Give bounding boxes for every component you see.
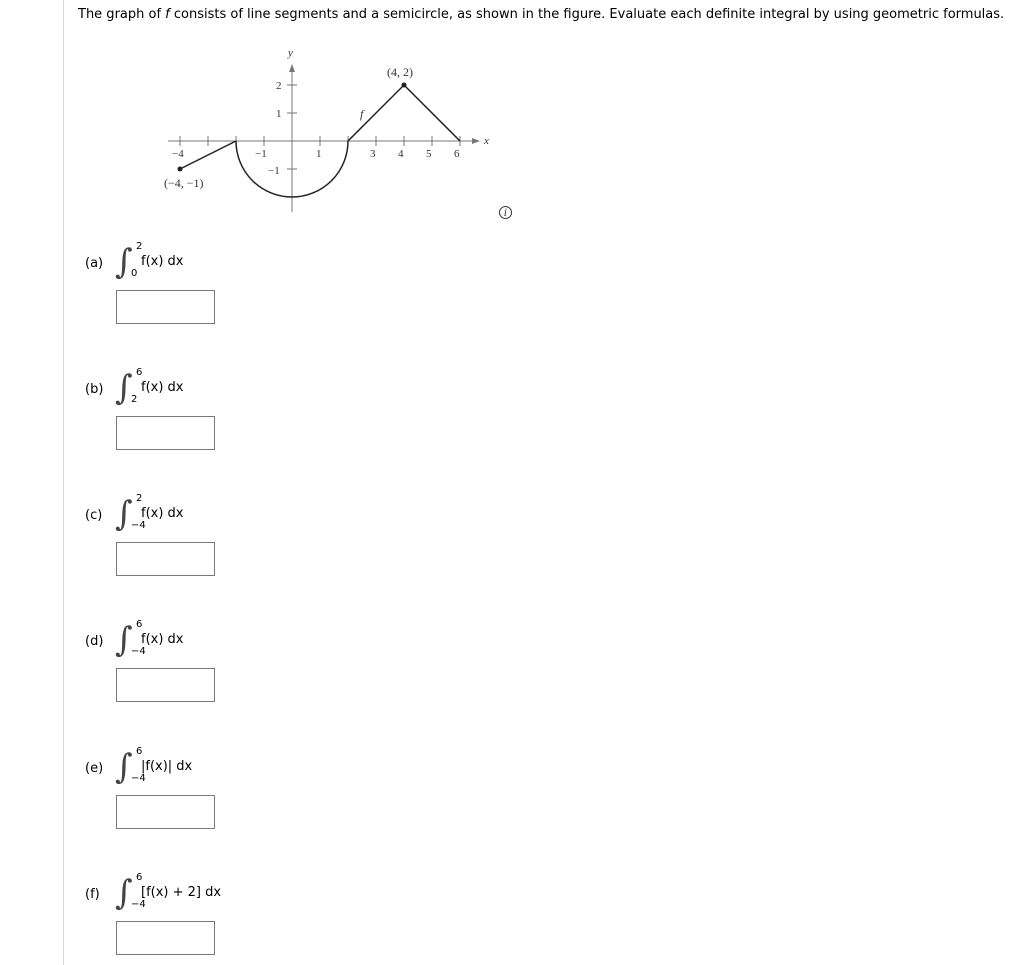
upper-limit: 2: [136, 493, 143, 504]
x-tick-label: 6: [454, 148, 460, 160]
integral-expression: [115, 871, 245, 921]
point-min-label: (−4, −1): [164, 176, 204, 190]
answer-input-b[interactable]: [116, 416, 215, 450]
part-label: (a): [85, 256, 104, 271]
upper-limit: 6: [136, 367, 143, 378]
point-max-label: (4, 2): [387, 65, 413, 79]
upper-limit: 6: [136, 619, 143, 630]
integral-sign: ∫: [115, 873, 133, 913]
integral-sign: ∫: [115, 747, 133, 787]
x-tick-label: 4: [398, 148, 404, 160]
x-axis-arrow: [472, 138, 480, 144]
x-tick-label: 1: [316, 148, 322, 160]
part-label: (f): [85, 887, 100, 902]
x-tick-label: −1: [255, 148, 267, 160]
upper-limit: 6: [136, 746, 143, 757]
integrand: [f(x) + 2] dx: [141, 885, 222, 900]
left-margin-rule: [63, 0, 64, 965]
x-tick-label: −4: [172, 148, 184, 160]
lower-limit: −4: [131, 899, 146, 910]
answer-input-e[interactable]: [116, 795, 215, 829]
answer-input-f[interactable]: [116, 921, 215, 955]
point-min: [178, 167, 183, 172]
upper-limit: 6: [136, 872, 143, 883]
lower-limit: 0: [131, 268, 138, 279]
answer-input-a[interactable]: [116, 290, 215, 324]
integral-sign: ∫: [115, 368, 133, 408]
prompt-function-variable: f: [165, 7, 170, 22]
integrand: |f(x)| dx: [141, 759, 193, 774]
upper-limit: 2: [136, 241, 143, 252]
part-label: (c): [85, 508, 103, 523]
lower-limit: −4: [131, 773, 146, 784]
problem-prompt: [78, 7, 1004, 22]
point-max: [402, 83, 407, 88]
y-axis-arrow: [289, 64, 295, 72]
x-axis-label: x: [484, 135, 489, 147]
integrand: f(x) dx: [141, 380, 184, 395]
integral-sign: ∫: [115, 620, 133, 660]
x-tick-label: 3: [370, 148, 376, 160]
y-axis-label: y: [288, 47, 293, 59]
prompt-text-after: consists of line segments and a semicircle, as shown in the figure. Evaluate each definite integral by using geometric formulas.: [169, 7, 1005, 22]
integrand: f(x) dx: [141, 506, 184, 521]
integrand: f(x) dx: [141, 254, 184, 269]
part-label: (d): [85, 634, 104, 649]
lower-limit: 2: [131, 394, 138, 405]
part-label: (b): [85, 382, 104, 397]
integral-expression: [115, 492, 245, 542]
function-graph-figure: [150, 40, 510, 220]
integral-expression: [115, 366, 245, 416]
y-tick-label: 2: [276, 80, 282, 92]
lower-limit: −4: [131, 646, 146, 657]
integral-sign: ∫: [115, 494, 133, 534]
integral-expression: [115, 618, 245, 668]
curve-label: f: [360, 107, 364, 121]
integral-expression: [115, 240, 245, 290]
lower-limit: −4: [131, 520, 146, 531]
prompt-text-before: The graph of: [78, 7, 166, 22]
y-tick-label: 1: [276, 108, 282, 120]
integral-sign: ∫: [115, 242, 133, 282]
part-label: (e): [85, 761, 104, 776]
segment-right: [348, 85, 460, 141]
answer-input-d[interactable]: [116, 668, 215, 702]
integrand: f(x) dx: [141, 632, 184, 647]
x-tick-label: 5: [426, 148, 432, 160]
y-tick-label: −1: [268, 165, 280, 177]
answer-input-c[interactable]: [116, 542, 215, 576]
integral-expression: [115, 745, 245, 795]
info-icon[interactable]: i: [499, 206, 512, 219]
